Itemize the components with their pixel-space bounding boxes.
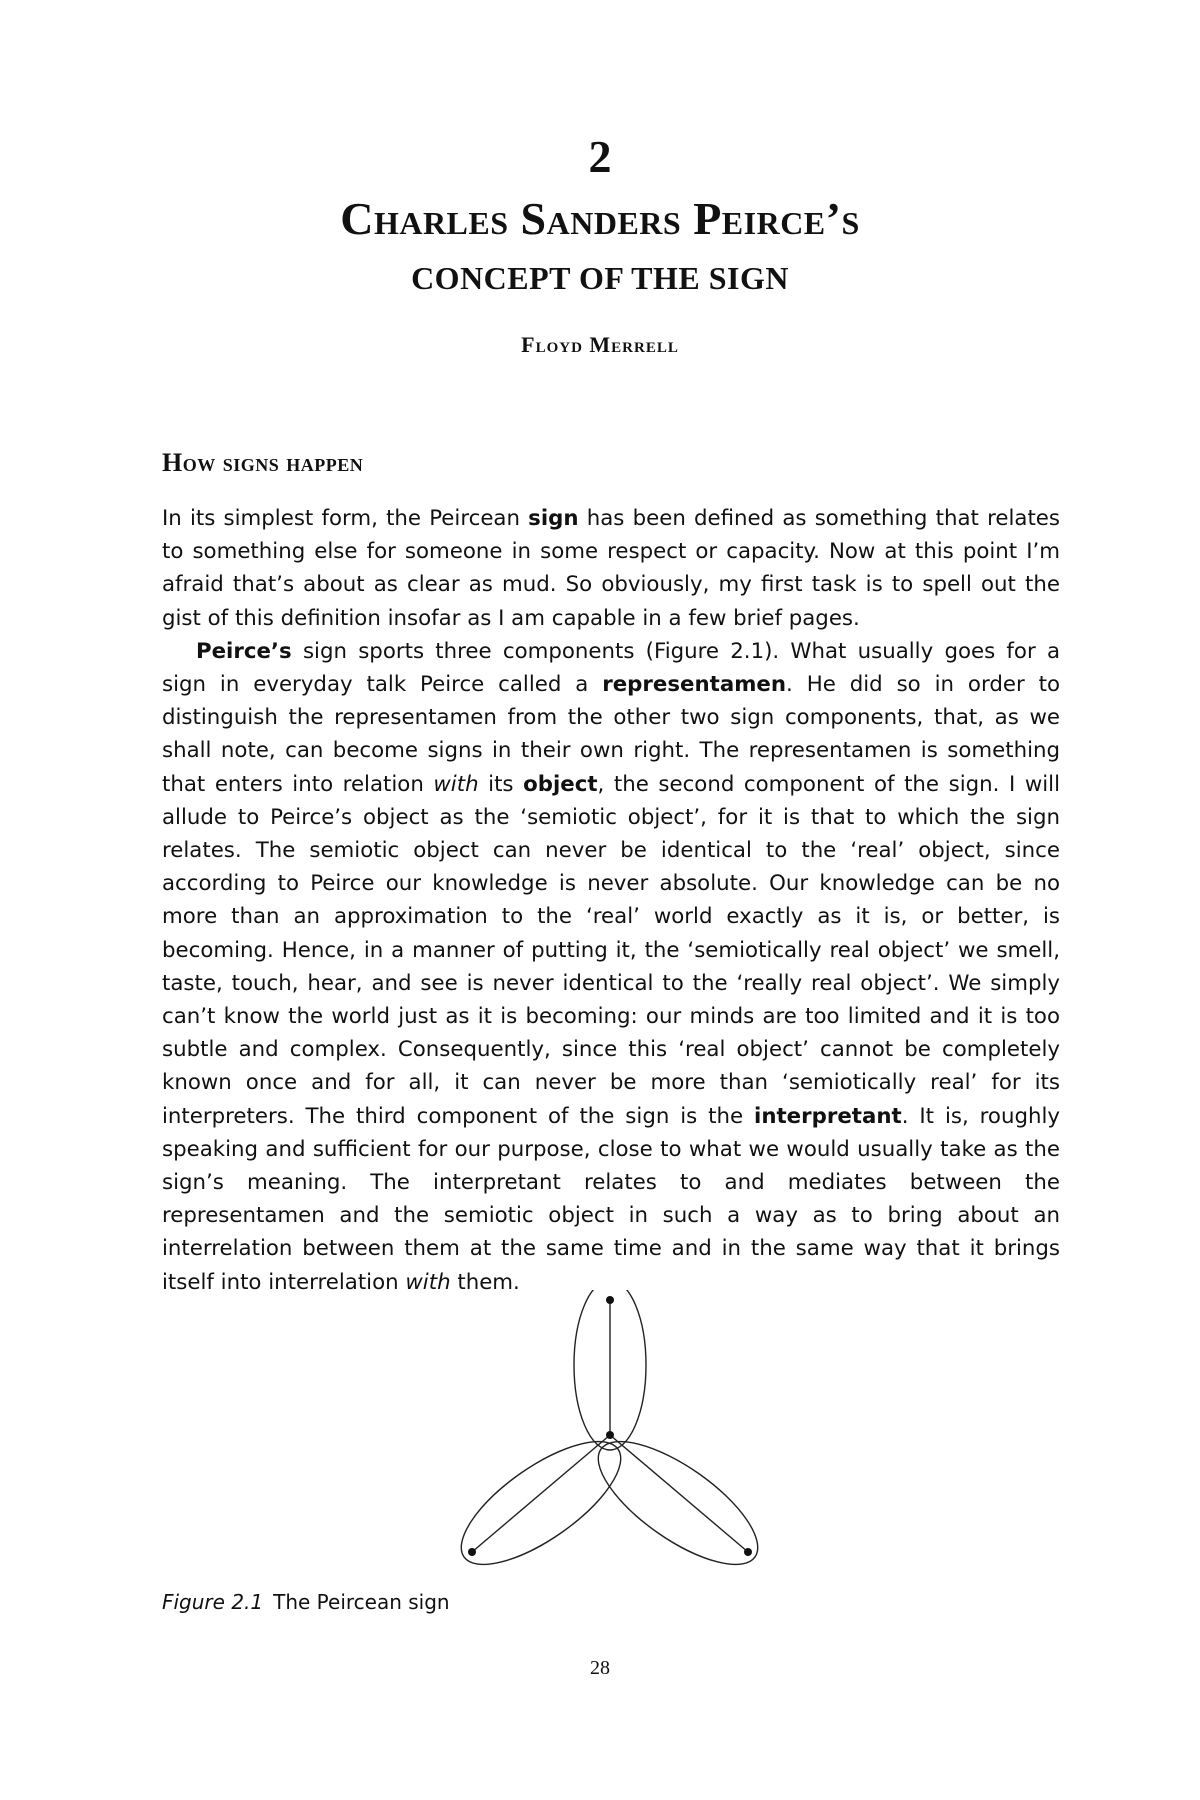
term-representamen: representamen [602,672,787,698]
emphasis-with: with [405,1269,451,1295]
figure-caption-text: The Peircean sign [273,1590,450,1614]
chapter-author: Floyd Merrell [521,332,679,357]
term-object: object [523,771,598,797]
chapter-title: Charles Sanders Peirce’s [340,193,860,244]
term-sign: sign [528,506,579,531]
page-number: 28 [590,1657,610,1679]
text-run: In its simplest form, the Peircean [162,506,529,531]
body-text [162,502,1060,1299]
node-right [744,1548,752,1556]
text-run: its [478,771,524,797]
term-peirces: Peirce’s [196,638,292,664]
sign-line-left [472,1435,610,1552]
text-run: has been defined as something that relates to something else for someone in some respect or capacity. Now at this point I’m afraid that’s about as clear as mud. So obviously, my first task is to spell out the gist of this definition insofar as I am capable in a few brief pages. [162,506,1060,631]
interpretant-loop [580,1420,765,1580]
chapter-subtitle: CONCEPT OF THE SIGN [411,260,789,296]
text-run: them. [450,1269,520,1295]
text-run: . It is, roughly speaking and sufficient for our purpose, close to what we would usually take as the sign’s meaning. The interpretant relates to and mediates between the representamen and the semiotic object in such a way as to bring about an interrelation between them at the same time and in the same way that it brings itself into interrelation [162,1103,1060,1295]
node-left [468,1548,476,1556]
text-run: sign sports three components (Figure 2.1). What usually goes for a sign in everyday talk Peirce called a [162,638,1060,698]
object-loop [455,1420,639,1580]
emphasis-with: with [433,771,479,797]
peircean-sign-diagram [455,1290,765,1580]
text-run: . He did so in order to distinguish the representamen from the other two sign components, that, as we shall note, can become signs in their own right. The representamen is something that enters into relation [162,672,1060,797]
sign-line-right [610,1435,748,1552]
chapter-number: 2 [588,131,612,182]
node-center [606,1431,614,1439]
text-run: , the second component of the sign. I will allude to Peirce’s object as the ‘semiotic object’, for it is that to which the sign relates. The semiotic object can never be identical to the ‘real’ object, since according to Peirce our knowledge is never absolute. Our knowledge can be no more than an approximation to the ‘real’ world exactly as it is, or better, is becoming. Hence, in a manner of putting it, the ‘semiotically real object’ we smell, taste, touch, hear, and see is never identical to the ‘really real object’. We simply can’t know the world just as it is becoming: our minds are too limited and it is too subtle and complex. Consequently, since this ‘real object’ cannot be completely known once and for all, it can never be more than ‘semiotically real’ for its interpreters. The third component of the sign is the [162,771,1060,1129]
term-interpretant: interpretant [754,1103,902,1129]
paragraph-2 [162,635,1060,1299]
figure-caption [162,1590,450,1614]
node-top [606,1296,614,1304]
figure-label: Figure 2.1 [162,1590,264,1614]
section-heading: How signs happen [162,448,364,477]
paragraph-1 [162,502,1060,635]
